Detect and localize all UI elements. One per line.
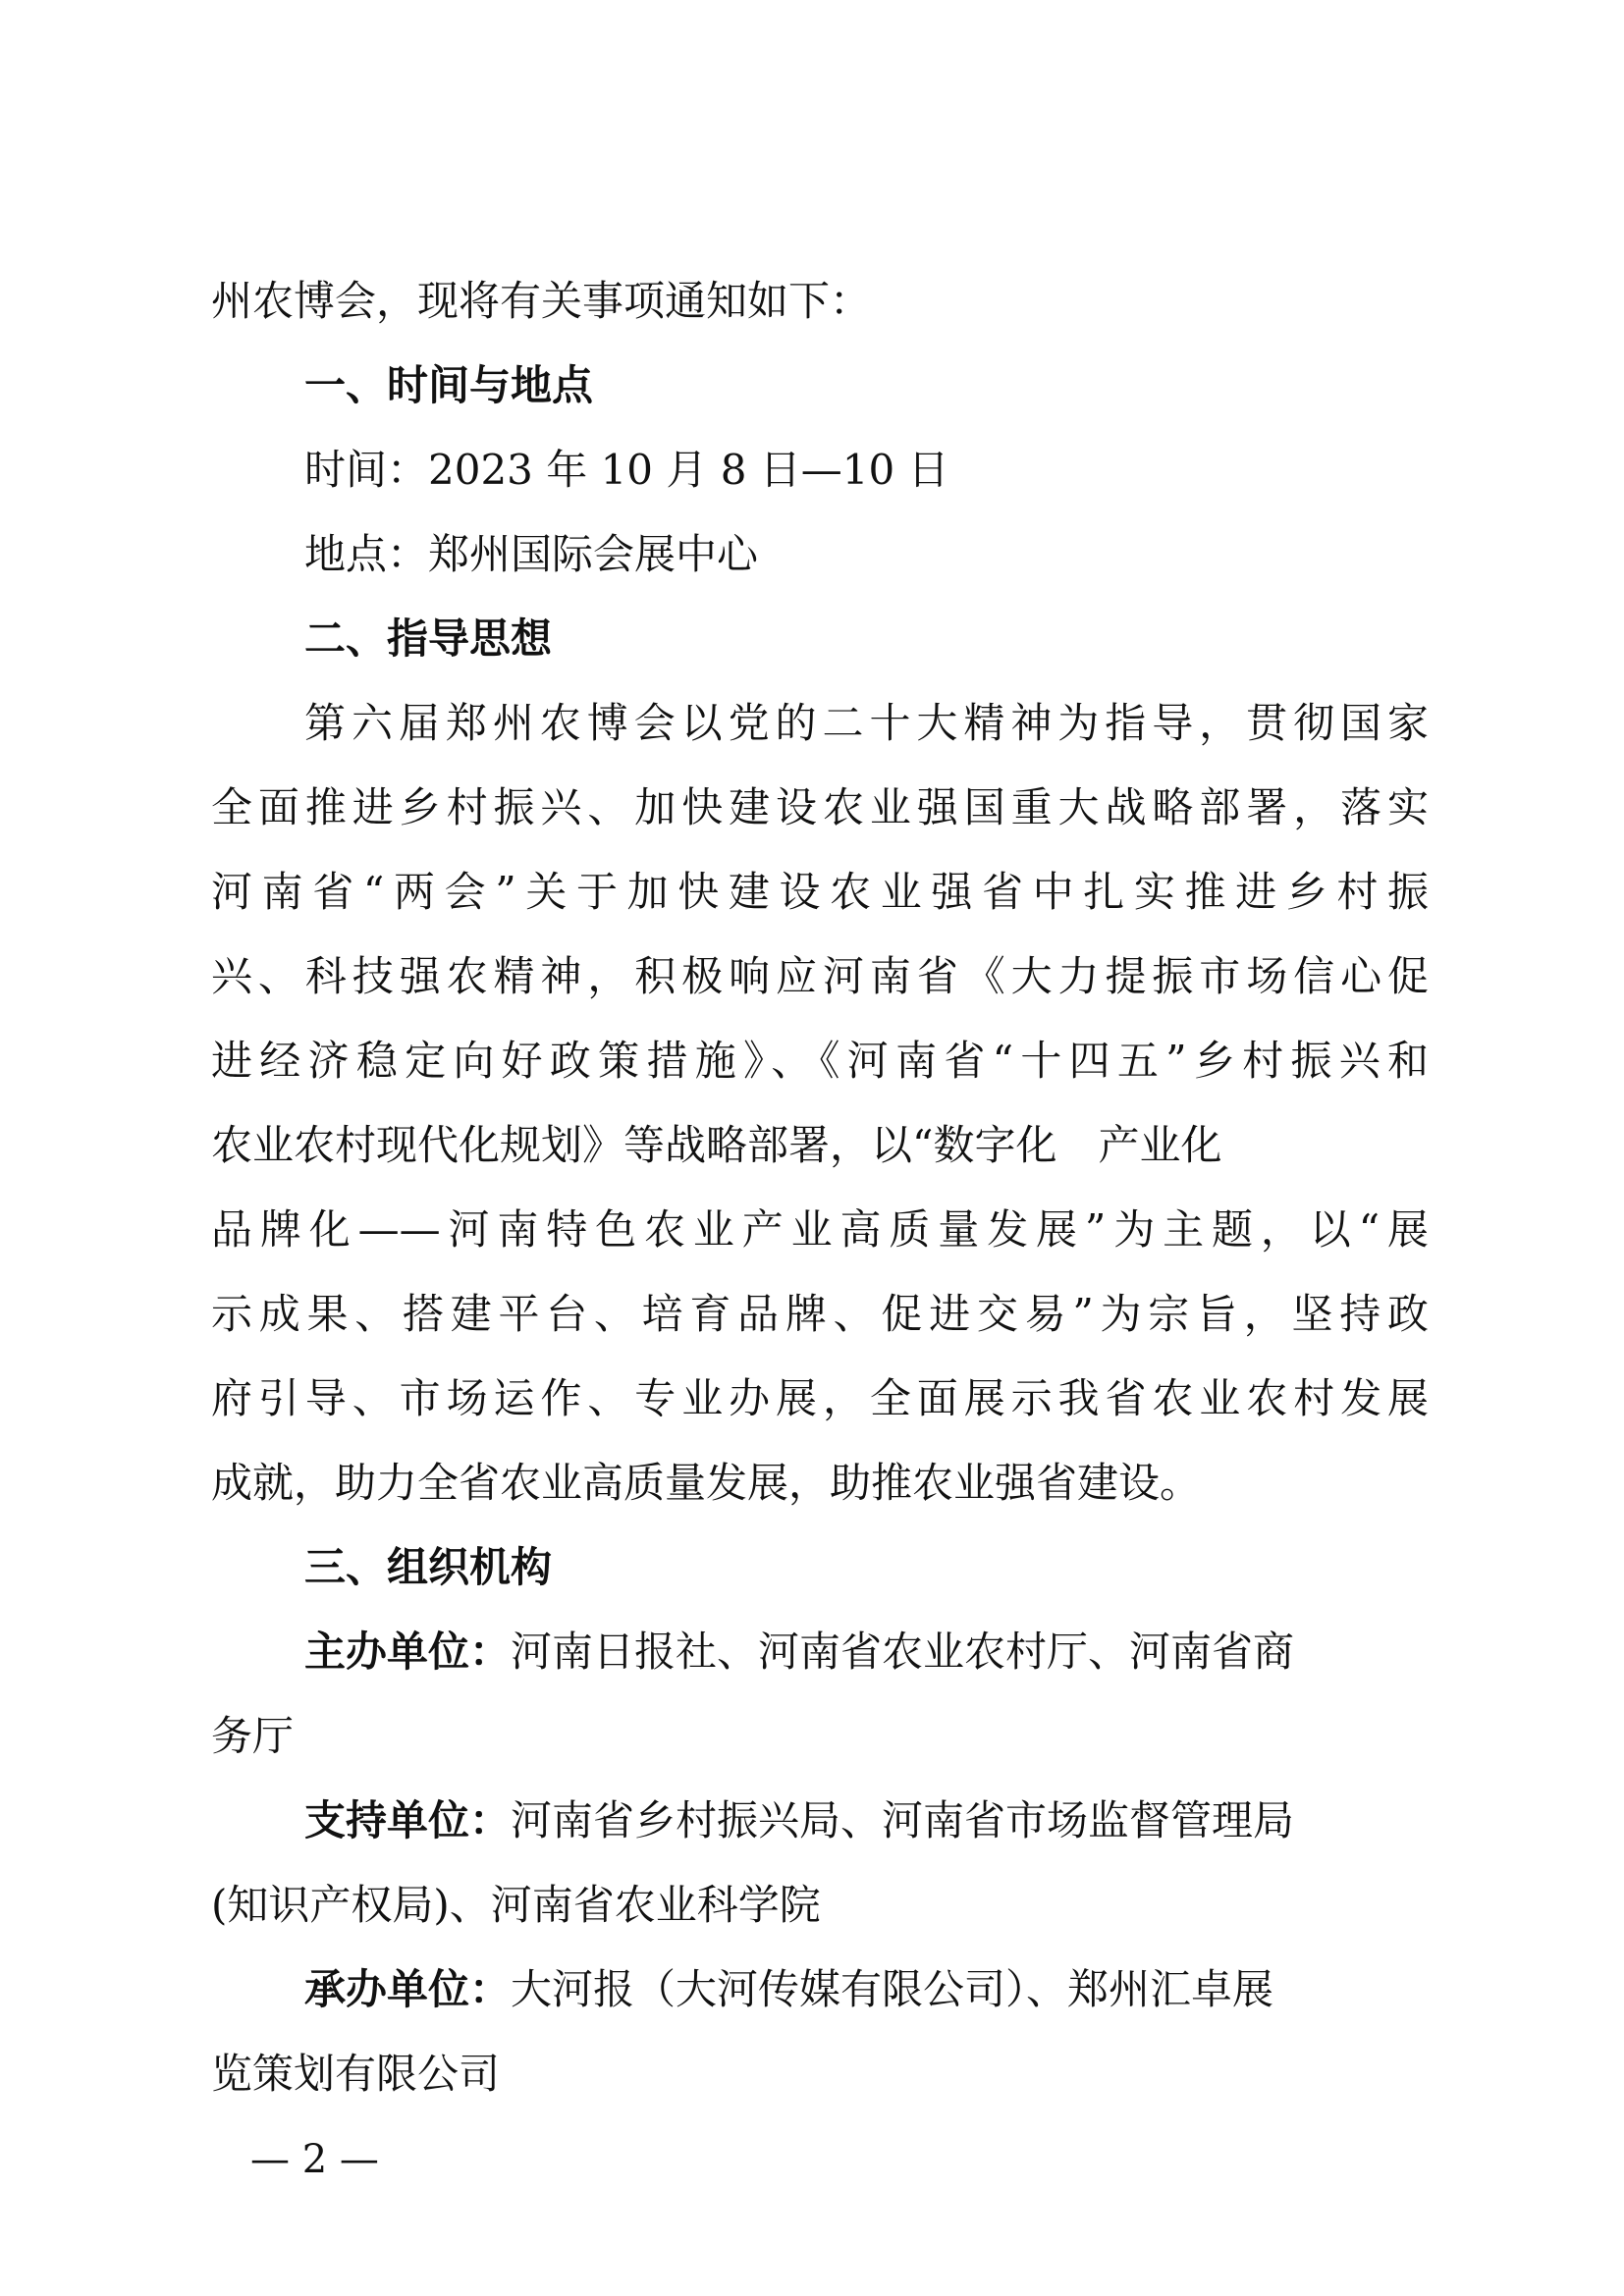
section2-heading: 二、指导思想 bbox=[304, 614, 553, 663]
place-line: 地点：郑州国际会展中心 bbox=[304, 530, 759, 578]
support-label: 支持单位： bbox=[304, 1796, 512, 1844]
organizer-label: 承办单位： bbox=[304, 1965, 512, 2013]
host-line-2: 务厅 bbox=[211, 1712, 295, 1760]
section2-line-2: 全面推进乡村振兴、加快建设农业强国重大战略部署，落实 bbox=[211, 783, 1429, 831]
organizer-text-1: 大河报（大河传媒有限公司）、郑州汇卓展 bbox=[511, 1965, 1274, 2013]
support-line-1 bbox=[304, 1792, 1429, 1849]
support-line-2: (知识产权局)、河南省农业科学院 bbox=[211, 1881, 821, 1929]
host-text-1: 河南日报社、河南省农业农村厅、河南省商 bbox=[511, 1628, 1295, 1676]
section2-line-3: 河南省“两会”关于加快建设农业强省中扎实推进乡村振 bbox=[211, 868, 1429, 916]
section2-line-7: 品牌化——河南特色农业产业高质量发展”为主题，以“展 bbox=[211, 1205, 1429, 1254]
support-text-1: 河南省乡村振兴局、河南省市场监督管理局 bbox=[511, 1796, 1295, 1844]
organizer-line-2: 览策划有限公司 bbox=[211, 2050, 501, 2098]
organizer-line-1 bbox=[304, 1961, 1429, 2018]
host-label: 主办单位： bbox=[304, 1628, 512, 1676]
section2-line-9: 府引导、市场运作、专业办展，全面展示我省农业农村发展 bbox=[211, 1374, 1429, 1422]
section1-heading: 一、时间与地点 bbox=[304, 361, 594, 409]
section2-line-4: 兴、科技强农精神，积极响应河南省《大力提振市场信心促 bbox=[211, 952, 1429, 1000]
section2-line-10: 成就，助力全省农业高质量发展，助推农业强省建设。 bbox=[211, 1459, 1202, 1507]
section2-line-5: 进经济稳定向好政策措施》、《河南省“十四五”乡村振兴和 bbox=[211, 1037, 1429, 1085]
page-number: — 2 — bbox=[250, 2137, 379, 2182]
section2-line-8: 示成果、搭建平台、培育品牌、促进交易”为宗旨，坚持政 bbox=[211, 1290, 1429, 1338]
host-line-1 bbox=[304, 1624, 1429, 1681]
time-line: 时间：2023 年 10 月 8 日—10 日 bbox=[304, 446, 949, 494]
intro-tail-line: 州农博会，现将有关事项通知如下： bbox=[211, 277, 872, 325]
section2-line-1: 第六届郑州农博会以党的二十大精神为指导，贯彻国家 bbox=[304, 699, 1429, 747]
section3-heading: 三、组织机构 bbox=[304, 1543, 553, 1591]
section2-line-6: 农业农村现代化规划》等战略部署，以“数字化 产业化 bbox=[211, 1121, 1222, 1169]
